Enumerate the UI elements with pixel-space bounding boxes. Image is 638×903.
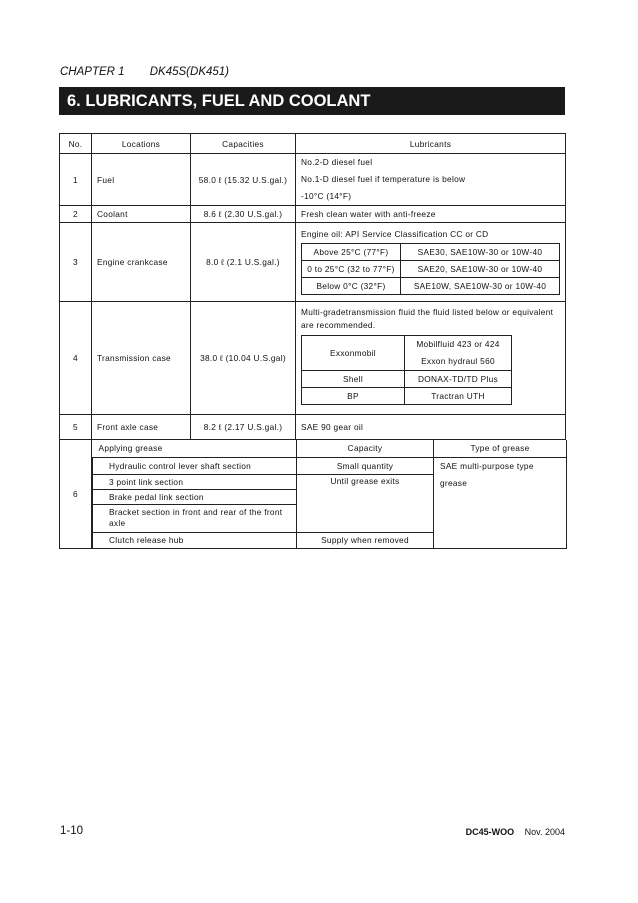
engine-oil-grades-table — [301, 243, 560, 295]
model-label: DK45S(DK451) — [149, 66, 230, 78]
header-lubricants: Lubricants — [296, 134, 566, 154]
table-row-front-axle — [60, 415, 566, 440]
fuel-line: No.1-D diesel fuel if temperature is below — [301, 174, 466, 184]
row-no: 2 — [60, 206, 92, 223]
row-capacity: 58.0 ℓ (15.32 U.S.gal.) — [191, 154, 296, 206]
row-capacity: 8.2 ℓ (2.17 U.S.gal.) — [191, 415, 296, 440]
table-header-row — [60, 134, 566, 154]
grease-point: Brake pedal link section — [93, 489, 297, 504]
chapter-header — [60, 66, 251, 78]
row-no: 1 — [60, 154, 92, 206]
grease-capacity: Supply when removed — [297, 532, 434, 548]
chapter-label: CHAPTER 1 — [60, 66, 125, 78]
grease-point: Hydraulic control lever shaft section — [93, 457, 297, 474]
fluid-product: DONAX-TD/TD Plus — [405, 371, 512, 388]
grease-header-type: Type of grease — [434, 440, 567, 457]
table-row — [302, 336, 512, 371]
oil-grade: SAE20, SAE10W-30 or 10W-40 — [401, 261, 560, 278]
row-location: Engine crankcase — [92, 223, 191, 302]
table-row-transmission — [60, 302, 566, 415]
row-capacity: 8.6 ℓ (2.30 U.S.gal.) — [191, 206, 296, 223]
fluid-product: Exxon hydraul 560 — [421, 356, 495, 366]
lubricants-table-wrapper — [59, 133, 565, 549]
grease-header-applying: Applying grease — [93, 440, 297, 457]
table-row-fuel — [60, 154, 566, 206]
table-row-grease — [60, 440, 566, 549]
engine-oil-spec: Engine oil: API Service Classification CC or CD — [301, 229, 489, 239]
temp-range: Below 0°C (32°F) — [302, 278, 401, 295]
table-row — [302, 261, 560, 278]
row-location: Front axle case — [92, 415, 191, 440]
header-no: No. — [60, 134, 92, 154]
fluid-product: Tractran UTH — [405, 388, 512, 405]
row-capacity: 8.0 ℓ (2.1 U.S.gal.) — [191, 223, 296, 302]
grease-capacity: Small quantity — [297, 457, 434, 474]
fuel-line: No.2-D diesel fuel — [301, 157, 373, 167]
row-no: 3 — [60, 223, 92, 302]
transmission-fluid-note: Multi-gradetransmission fluid the fluid listed below or equivalent are recommended. — [301, 307, 554, 330]
temp-range: 0 to 25°C (32 to 77°F) — [302, 261, 401, 278]
grease-point: 3 point link section — [93, 474, 297, 489]
row-lubricant — [296, 223, 566, 302]
oil-grade: SAE10W, SAE10W-30 or 10W-40 — [401, 278, 560, 295]
header-capacities: Capacities — [191, 134, 296, 154]
fluid-brand: BP — [302, 388, 405, 405]
row-no: 5 — [60, 415, 92, 440]
fluid-product: Mobilfluid 423 or 424 — [416, 339, 500, 349]
fluid-brand: Exxonmobil — [302, 336, 405, 371]
lubricants-table — [59, 133, 566, 549]
fluid-products — [405, 336, 512, 371]
grease-point: Bracket section in front and rear of the front axle — [93, 504, 297, 532]
table-row — [302, 371, 512, 388]
page-number: 1-10 — [60, 825, 84, 837]
grease-type: SAE multi-purpose type grease — [434, 457, 567, 548]
row-location: Coolant — [92, 206, 191, 223]
row-capacity: 38.0 ℓ (10.04 U.S.gal) — [191, 302, 296, 415]
table-row-crankcase — [60, 223, 566, 302]
row-lubricant — [296, 302, 566, 415]
table-row-coolant — [60, 206, 566, 223]
row-no: 4 — [60, 302, 92, 415]
doc-code: DC45-WOO — [465, 827, 515, 837]
table-row — [302, 244, 560, 261]
header-locations: Locations — [92, 134, 191, 154]
row-lubricant: SAE 90 gear oil — [296, 415, 566, 440]
grease-capacity: Until grease exits — [297, 474, 434, 532]
document-code — [466, 827, 565, 837]
row-lubricant: Fresh clean water with anti-freeze — [296, 206, 566, 223]
row-location: Fuel — [92, 154, 191, 206]
table-row — [93, 457, 567, 474]
table-row — [302, 388, 512, 405]
row-location: Transmission case — [92, 302, 191, 415]
grease-point: Clutch release hub — [93, 532, 297, 548]
fuel-line: -10°C (14°F) — [301, 191, 352, 201]
row-lubricant — [296, 154, 566, 206]
transmission-fluid-table — [301, 335, 512, 405]
grease-subtable-cell — [92, 440, 566, 549]
table-row — [302, 278, 560, 295]
section-title: 6. LUBRICANTS, FUEL AND COOLANT — [59, 87, 565, 115]
grease-header-capacity: Capacity — [297, 440, 434, 457]
temp-range: Above 25°C (77°F) — [302, 244, 401, 261]
grease-table — [92, 440, 567, 549]
doc-date: Nov. 2004 — [524, 827, 565, 837]
fluid-brand: Shell — [302, 371, 405, 388]
oil-grade: SAE30, SAE10W-30 or 10W-40 — [401, 244, 560, 261]
grease-header-row — [93, 440, 567, 457]
row-no: 6 — [60, 440, 92, 549]
